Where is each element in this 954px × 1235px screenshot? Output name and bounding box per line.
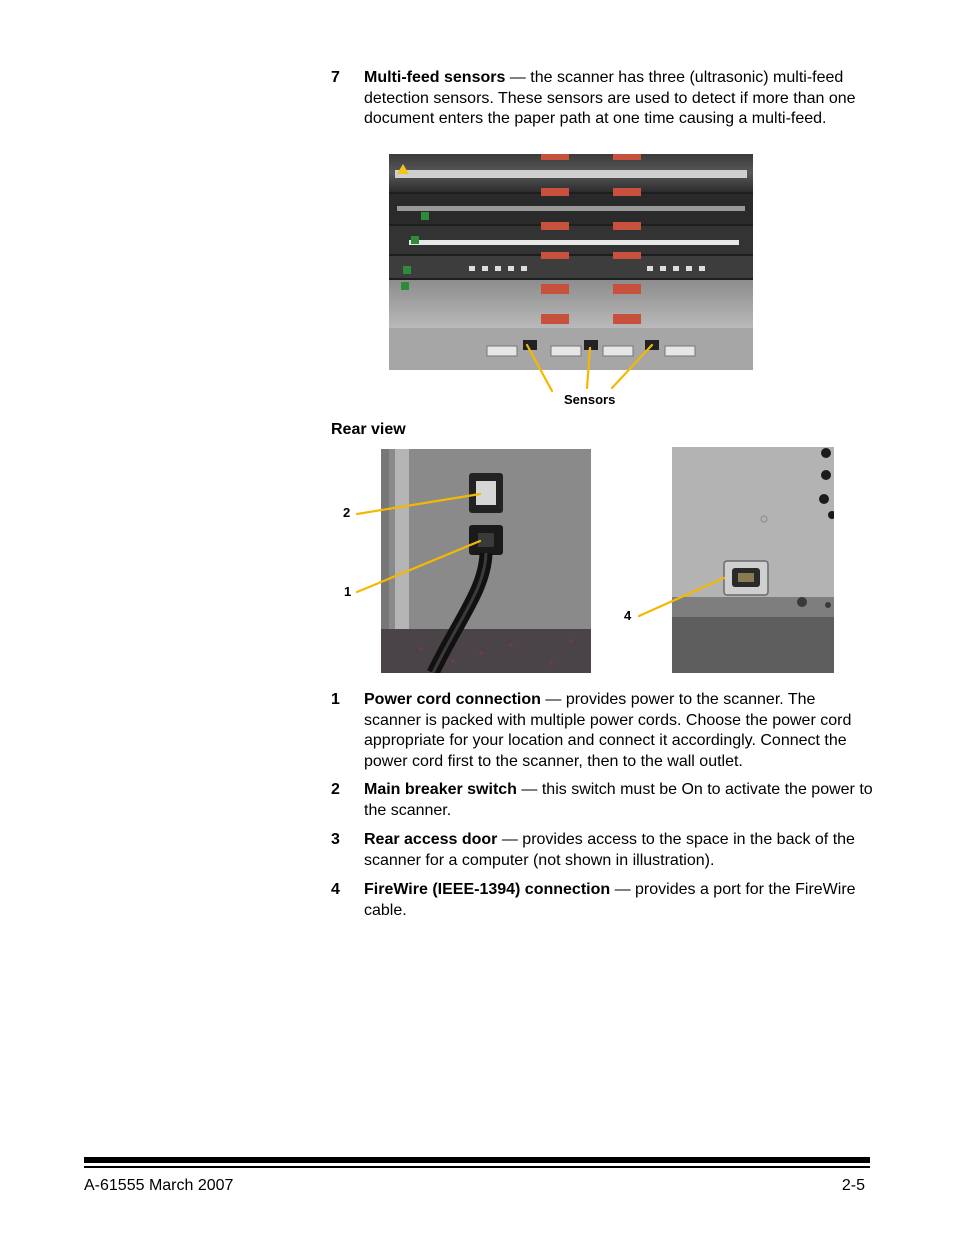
item-description	[364, 780, 876, 821]
item-term: Multi-feed sensors	[364, 69, 506, 86]
footer-page-number: 2-5	[841, 1177, 865, 1194]
item-text: — provides power to the scanner. The scanner is packed with multiple power cords. Choose the power cord appropriate for your location and connect it accordingly. Connect the power cord first to the scanner, then to the wall outlet.	[364, 691, 852, 770]
callout-1-label: 1	[344, 584, 352, 599]
list-item-firewire-connection	[331, 880, 876, 921]
list-item-main-breaker-switch	[331, 780, 876, 821]
footer-document-id: A-61555 March 2007	[84, 1177, 234, 1194]
multi-feed-sensors-photo	[389, 154, 753, 370]
item-text: — this switch must be On to activate the power to the scanner.	[364, 781, 873, 819]
rear-firewire-photo	[672, 447, 834, 673]
rear-power-photo	[381, 449, 591, 673]
list-item-multi-feed-sensors	[331, 68, 876, 130]
item-term: Power cord connection	[364, 691, 541, 708]
item-description	[364, 830, 876, 871]
item-text: — provides access to the space in the back of the scanner for a computer (not shown in illustration).	[364, 831, 855, 869]
sensors-callout-label: Sensors	[564, 392, 616, 407]
item-text: — provides a port for the FireWire cable.	[364, 881, 856, 919]
footer-rule-thin	[84, 1166, 870, 1168]
item-description	[364, 68, 876, 130]
callout-2-label: 2	[343, 505, 351, 520]
item-term: Rear access door	[364, 831, 498, 848]
item-number: 2	[331, 781, 340, 798]
item-term: Main breaker switch	[364, 781, 517, 798]
item-number: 4	[331, 881, 340, 898]
footer-rule-thick	[84, 1157, 870, 1163]
list-item-power-cord-connection	[331, 690, 876, 772]
item-text: — the scanner has three (ultrasonic) multi-feed detection sensors. These sensors are used to detect if more than one document enters the paper path at one time causing a multi-feed.	[364, 69, 856, 127]
item-description	[364, 690, 876, 772]
callout-4-label: 4	[624, 608, 632, 623]
list-item-rear-access-door	[331, 830, 876, 871]
item-number: 1	[331, 691, 340, 708]
item-number: 3	[331, 831, 340, 848]
item-description	[364, 880, 876, 921]
item-term: FireWire (IEEE-1394) connection	[364, 881, 611, 898]
rear-view-heading: Rear view	[331, 421, 406, 438]
item-number: 7	[331, 69, 340, 86]
